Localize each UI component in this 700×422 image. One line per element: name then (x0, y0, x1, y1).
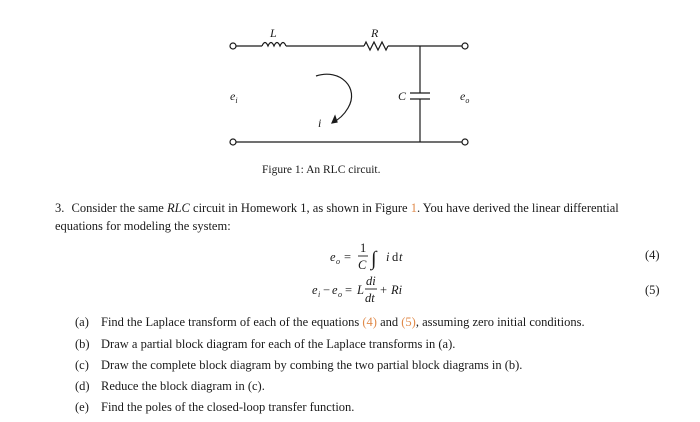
part-c (75, 358, 522, 373)
capacitor-label: C (398, 89, 407, 103)
part-b-tag: (b) (75, 337, 90, 351)
part-b-text: Draw a partial block diagram for each of the Laplace transforms in (a). (101, 337, 456, 351)
problem-text-1: Consider the same (71, 201, 167, 215)
equation-5-link[interactable]: (5) (401, 315, 416, 329)
inductor-symbol (262, 43, 286, 47)
part-e-tag: (e) (75, 400, 89, 414)
svg-text:e: e (312, 283, 318, 297)
resistor-label: R (371, 26, 379, 40)
input-voltage-label: $e_i$ (230, 89, 238, 105)
current-label: i (318, 116, 322, 130)
problem-italic-term: RLC (166, 201, 190, 215)
inductor-label: L (270, 26, 277, 40)
output-voltage-label: $e_o$ (460, 89, 470, 105)
svg-text:C: C (358, 258, 367, 272)
problem-statement (55, 199, 665, 235)
part-e (75, 400, 354, 415)
part-d-text: Reduce the block diagram in (c). (101, 379, 265, 393)
svg-text:Ri: Ri (391, 283, 403, 297)
figure-reference-link[interactable]: 1 (410, 201, 417, 215)
equation-4 (330, 240, 440, 274)
problem-text-3: . You have derived the linear differential equations for modeling the system: (55, 201, 619, 233)
svg-text:L: L (357, 283, 364, 297)
equation-5 (312, 272, 442, 308)
figure-caption: Figure 1: An RLC circuit. (262, 164, 381, 176)
svg-text:t: t (399, 250, 403, 264)
part-c-text: Draw the complete block diagram by combing the two partial block diagrams in (b). (101, 358, 523, 372)
svg-text:−: − (323, 283, 331, 297)
svg-text:e: e (330, 250, 336, 264)
svg-text:i: i (318, 290, 321, 299)
svg-text:o: o (336, 257, 340, 266)
part-a (75, 315, 585, 330)
part-a-tag: (a) (75, 315, 89, 329)
svg-text:o: o (338, 290, 342, 299)
problem-text-2: circuit in Homework 1, as shown in Figure (189, 201, 411, 215)
part-e-text: Find the poles of the closed-loop transfer function. (101, 400, 355, 414)
svg-text:∫: ∫ (371, 248, 377, 270)
terminal-top-right (462, 43, 468, 49)
part-b (75, 337, 455, 352)
equation-5-number: (5) (645, 283, 660, 297)
part-a-text-2: and (376, 315, 402, 329)
problem-number: 3. (55, 201, 65, 215)
svg-text:=: = (344, 250, 352, 264)
svg-text:d: d (392, 250, 399, 264)
svg-text:1: 1 (360, 241, 367, 255)
equation-4-link[interactable]: (4) (362, 315, 377, 329)
part-d (75, 379, 265, 394)
part-c-tag: (c) (75, 358, 89, 372)
rlc-circuit-diagram (0, 0, 700, 165)
resistor-symbol (364, 42, 388, 50)
svg-text:di: di (366, 274, 376, 288)
terminal-bottom-right (462, 139, 468, 145)
svg-text:e: e (332, 283, 338, 297)
svg-text:+: + (380, 283, 388, 297)
svg-text:dt: dt (365, 291, 375, 305)
terminal-bottom-left (230, 139, 236, 145)
part-a-text-1: Find the Laplace transform of each of the equations (101, 315, 363, 329)
svg-text:i: i (386, 250, 390, 264)
part-d-tag: (d) (75, 379, 90, 393)
equation-4-number: (4) (645, 248, 660, 262)
part-a-text-3: , assuming zero initial conditions. (415, 315, 585, 329)
terminal-top-left (230, 43, 236, 49)
svg-text:=: = (345, 283, 353, 297)
